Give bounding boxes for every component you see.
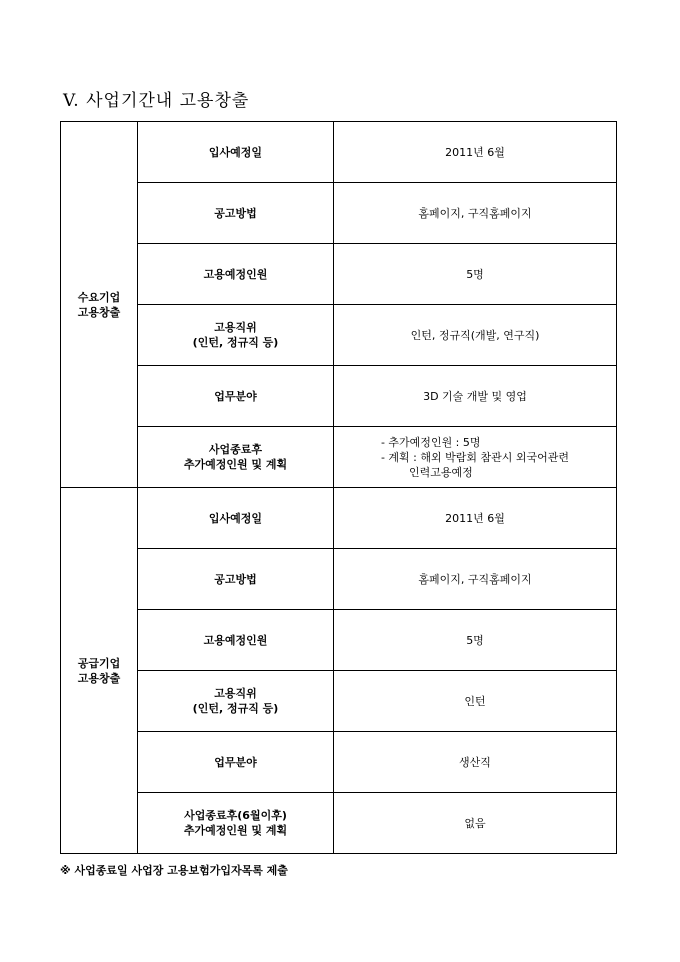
row-label-text: 입사예정일: [208, 511, 263, 525]
row-value: 홈페이지, 구직홈페이지: [334, 183, 617, 244]
row-value: 3D 기술 개발 및 영업: [334, 366, 617, 427]
row-label: [138, 610, 334, 671]
row-label-text: 업무분야: [214, 389, 257, 403]
row-value: 인턴: [334, 671, 617, 732]
row-label: [138, 793, 334, 854]
group-label-line1: 공급기업: [77, 656, 121, 670]
row-label: [138, 122, 334, 183]
table-row: [61, 366, 617, 427]
row-value: 없음: [334, 793, 617, 854]
row-label-text: 입사예정일: [208, 145, 263, 159]
row-label-text: 사업종료후(6월이후): [184, 809, 287, 822]
row-label-text: 공고방법: [214, 206, 257, 220]
table-row: [61, 305, 617, 366]
row-value: 2011년 6월: [334, 122, 617, 183]
footnote: ※ 사업종료일 사업장 고용보험가입자목록 제출: [60, 864, 288, 877]
row-label-text: 사업종료후: [208, 443, 263, 456]
row-value: 생산직: [334, 732, 617, 793]
table-row: [61, 183, 617, 244]
row-label: [138, 488, 334, 549]
plan-line: 인력고용예정: [408, 465, 473, 479]
table-row: [61, 793, 617, 854]
table-row: [61, 427, 617, 488]
row-label-text: 업무분야: [214, 755, 257, 769]
table-row: [61, 610, 617, 671]
row-value: 5명: [334, 244, 617, 305]
plan-lines: [381, 435, 569, 480]
row-label-subtext: 추가예정인원 및 계획: [183, 824, 288, 837]
employment-table: [60, 121, 617, 854]
table-row: [61, 488, 617, 549]
table-row: [61, 671, 617, 732]
row-label-subtext: (인턴, 정규직 등): [192, 336, 279, 349]
table-row: [61, 732, 617, 793]
row-label: [138, 366, 334, 427]
row-value: [334, 427, 617, 488]
table-row: [61, 244, 617, 305]
row-label-subtext: (인턴, 정규직 등): [192, 702, 279, 715]
row-label-subtext: 추가예정인원 및 계획: [183, 458, 288, 471]
row-label: [138, 549, 334, 610]
group-label-line2: 고용창출: [77, 671, 121, 685]
row-label-text: 고용직위: [214, 321, 257, 334]
row-label: [138, 671, 334, 732]
row-label-text: 고용예정인원: [203, 267, 268, 281]
row-value: 인턴, 정규직(개발, 연구직): [334, 305, 617, 366]
group-cell-supply: [61, 488, 138, 854]
section-title: V. 사업기간내 고용창출: [63, 91, 250, 111]
row-label-text: 고용예정인원: [203, 633, 268, 647]
plan-line: - 추가예정인원 : 5명: [380, 435, 481, 449]
table-row: [61, 549, 617, 610]
row-label: [138, 732, 334, 793]
row-label-text: 공고방법: [214, 572, 257, 586]
row-label: [138, 427, 334, 488]
row-label: [138, 244, 334, 305]
row-value: 5명: [334, 610, 617, 671]
row-value: 홈페이지, 구직홈페이지: [334, 549, 617, 610]
row-label: [138, 183, 334, 244]
table-row: [61, 122, 617, 183]
group-label-line1: 수요기업: [77, 290, 121, 304]
plan-line: - 계획 : 해외 박람회 참관시 외국어관련: [380, 450, 570, 464]
row-label-text: 고용직위: [214, 687, 257, 700]
group-label-line2: 고용창출: [77, 305, 121, 319]
row-label: [138, 305, 334, 366]
group-cell-demand: [61, 122, 138, 488]
row-value: 2011년 6월: [334, 488, 617, 549]
